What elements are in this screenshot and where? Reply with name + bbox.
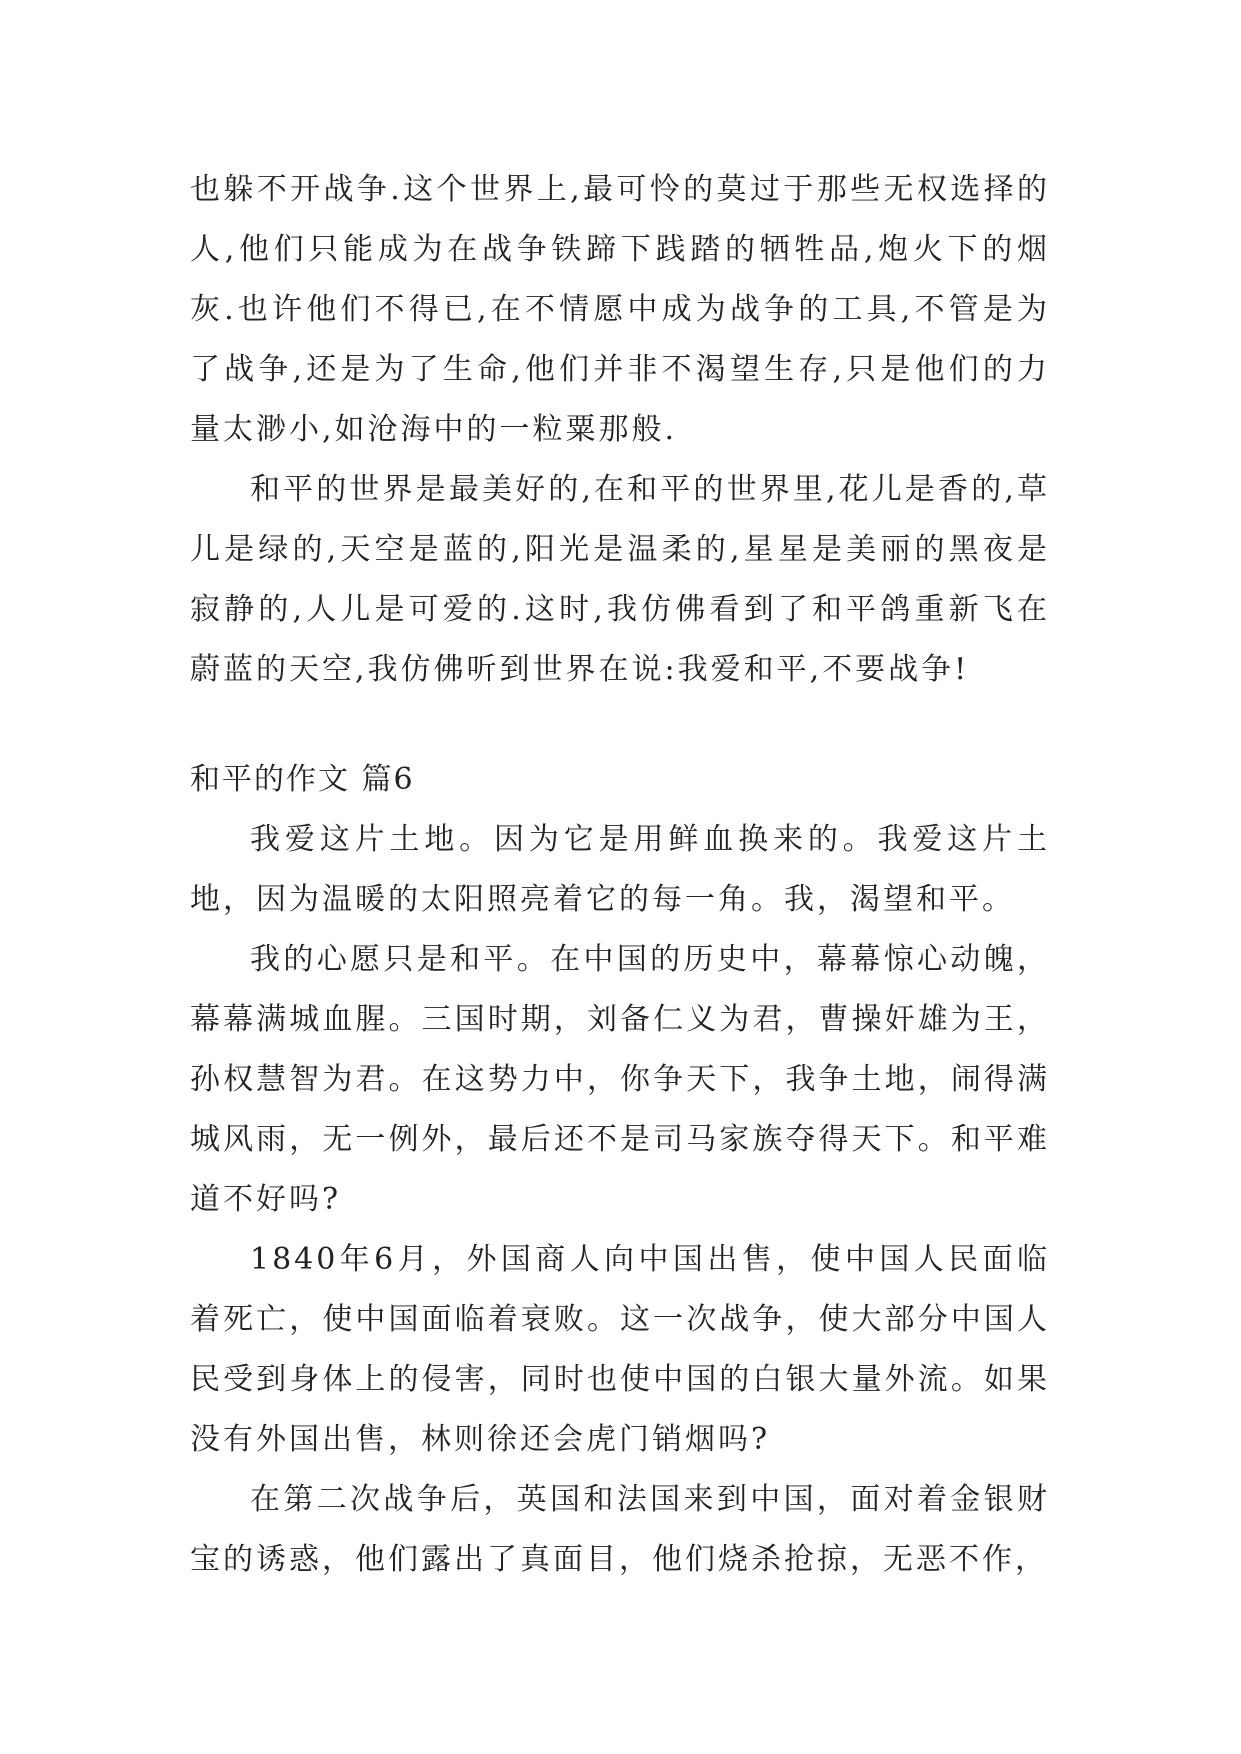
section-spacer	[190, 700, 1050, 750]
paragraph-1840: 1840年6月，外国商人向中国出售，使中国人民面临着死亡，使中国面临着衰败。这一次战争，使大部分中国人民受到身体上的侵害，同时也使中国的白银大量外流。如果没有外国出售，林则徐还会虎门销烟吗?	[190, 1242, 1050, 1457]
document-body	[190, 160, 1050, 1590]
paragraph-peace-world: 和平的世界是最美好的,在和平的世界里,花儿是香的,草儿是绿的,天空是蓝的,阳光是温柔的,星星是美丽的黑夜是寂静的,人儿是可爱的.这时,我仿佛看到了和平鸽重新飞在蔚蓝的天空,我仿佛听到世界在说:我爱和平,不要战争!	[190, 472, 1050, 687]
section-heading: 和平的作文 篇6	[190, 762, 415, 797]
paragraph-continuation: 也躲不开战争.这个世界上,最可怜的莫过于那些无权选择的人,他们只能成为在战争铁蹄下践踏的牺牲品,炮火下的烟灰.也许他们不得已,在不情愿中成为战争的工具,不管是为了战争,还是为了生命,他们并非不渴望生存,只是他们的力量太渺小,如沧海中的一粒粟那般.	[190, 172, 1050, 447]
paragraph-second-war: 在第二次战争后，英国和法国来到中国，面对着金银财宝的诱惑，他们露出了真面目，他们烧杀抢掠，无恶不作，	[190, 1482, 1050, 1577]
paragraph-love-land: 我爱这片土地。因为它是用鲜血换来的。我爱这片土地，因为温暖的太阳照亮着它的每一角。我，渴望和平。	[190, 822, 1050, 917]
paragraph-wish-peace: 我的心愿只是和平。在中国的历史中，幕幕惊心动魄，幕幕满城血腥。三国时期，刘备仁义为君，曹操奸雄为王，孙权慧智为君。在这势力中，你争天下，我争土地，闹得满城风雨，无一例外，最后还不是司马家族夺得天下。和平难道不好吗?	[190, 942, 1050, 1217]
